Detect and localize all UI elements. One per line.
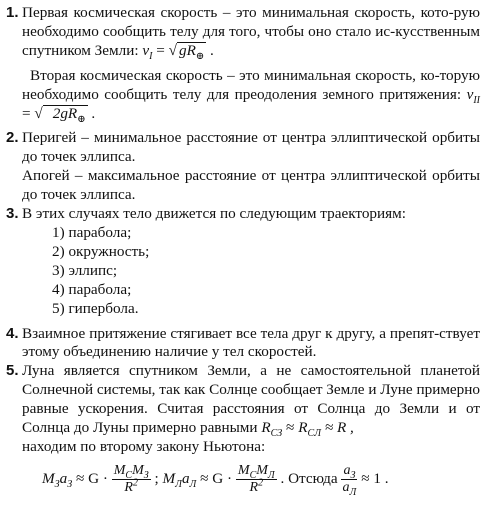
paragraph-perigee: Перигей – минимальное расстояние от центра эллиптической орбиты до точек эллипса. xyxy=(22,129,480,166)
item-number: 3. xyxy=(6,205,19,223)
item-number: 2. xyxy=(6,129,19,147)
item-number: 4. xyxy=(6,324,19,342)
fraction-earth: $\frac{M_СM_З}{R^2}$ xyxy=(113,462,149,495)
paragraph-trajectories: В этих случаях тело движется по следующим траекториям: xyxy=(22,205,406,223)
item-5 xyxy=(6,362,480,457)
list-item: 2) окружность; xyxy=(52,242,150,260)
list-item: 4) парабола; xyxy=(52,280,132,298)
formula-newton-equations: $M_Зa_З \approx G$ · $\frac{M_СM_З}{R^2}$ ; $M_Лa_Л \approx G$ · $\frac{M_СM_Л}{R^2}$ . Отсюда $\frac{a_З}{a_Л}$ ≈ 1 . xyxy=(42,462,389,498)
item-number: 1. xyxy=(6,4,19,21)
fraction-moon: $\frac{M_СM_Л}{R^2}$ xyxy=(237,462,275,495)
list-item: 5) гипербола. xyxy=(52,299,139,317)
item-1 xyxy=(6,4,480,123)
item-number: 5. xyxy=(6,362,19,380)
paragraph-second-cosmic-velocity: Вторая космическая скорость – это минимальная скорость, ко-торую необходимо сообщить телу для преодоления земного притяжения: $v_{II}$ = √ $2gR_\oplus$ . xyxy=(22,66,480,125)
formula-distances: $R_{СЗ} \approx R_{СЛ} \approx R$ , xyxy=(261,419,354,440)
paragraph-moon: Луна является спутником Земли, а не самостоятельной планетой Солнечной системы, так как Солнце сообщает Земле и Луне примерно равные ускорения. Считая расстояния от Солнца до Земли и от Солнца до Луны примерно равными $R_{СЗ} \approx R_{СЛ} \approx R$ , xyxy=(22,362,480,440)
paragraph-first-cosmic-velocity: Первая космическая скорость – это минимальная скорость, кото-рую необходимо сообщить телу для того, чтобы оно стало ис-кусственным спутником Земли: $v_I$ = √ $gR_\oplus$ . xyxy=(22,4,480,62)
fraction-ratio: $\frac{a_З}{a_Л}$ xyxy=(342,462,357,498)
paragraph-attraction: Взаимное притяжение стягивает все тела друг к другу, а препят-ствует этому объединению наличие у тел скоростей. xyxy=(22,324,480,361)
formula-v2: $v_{II}$ = √ $2gR_\oplus$ xyxy=(22,85,480,125)
paragraph-apogee: Апогей – максимальное расстояние от центра эллиптической орбиты до точек эллипса. xyxy=(22,167,480,204)
item-4 xyxy=(6,325,480,363)
list-item: 3) эллипс; xyxy=(52,261,118,279)
formula-v1: $v_I$ = √ $gR_\oplus$ xyxy=(142,41,205,62)
item-2 xyxy=(6,129,480,205)
list-item: 1) парабола; xyxy=(52,223,132,241)
item-3 xyxy=(6,205,480,318)
paragraph-newton: находим по второму закону Ньютона: xyxy=(22,437,266,455)
